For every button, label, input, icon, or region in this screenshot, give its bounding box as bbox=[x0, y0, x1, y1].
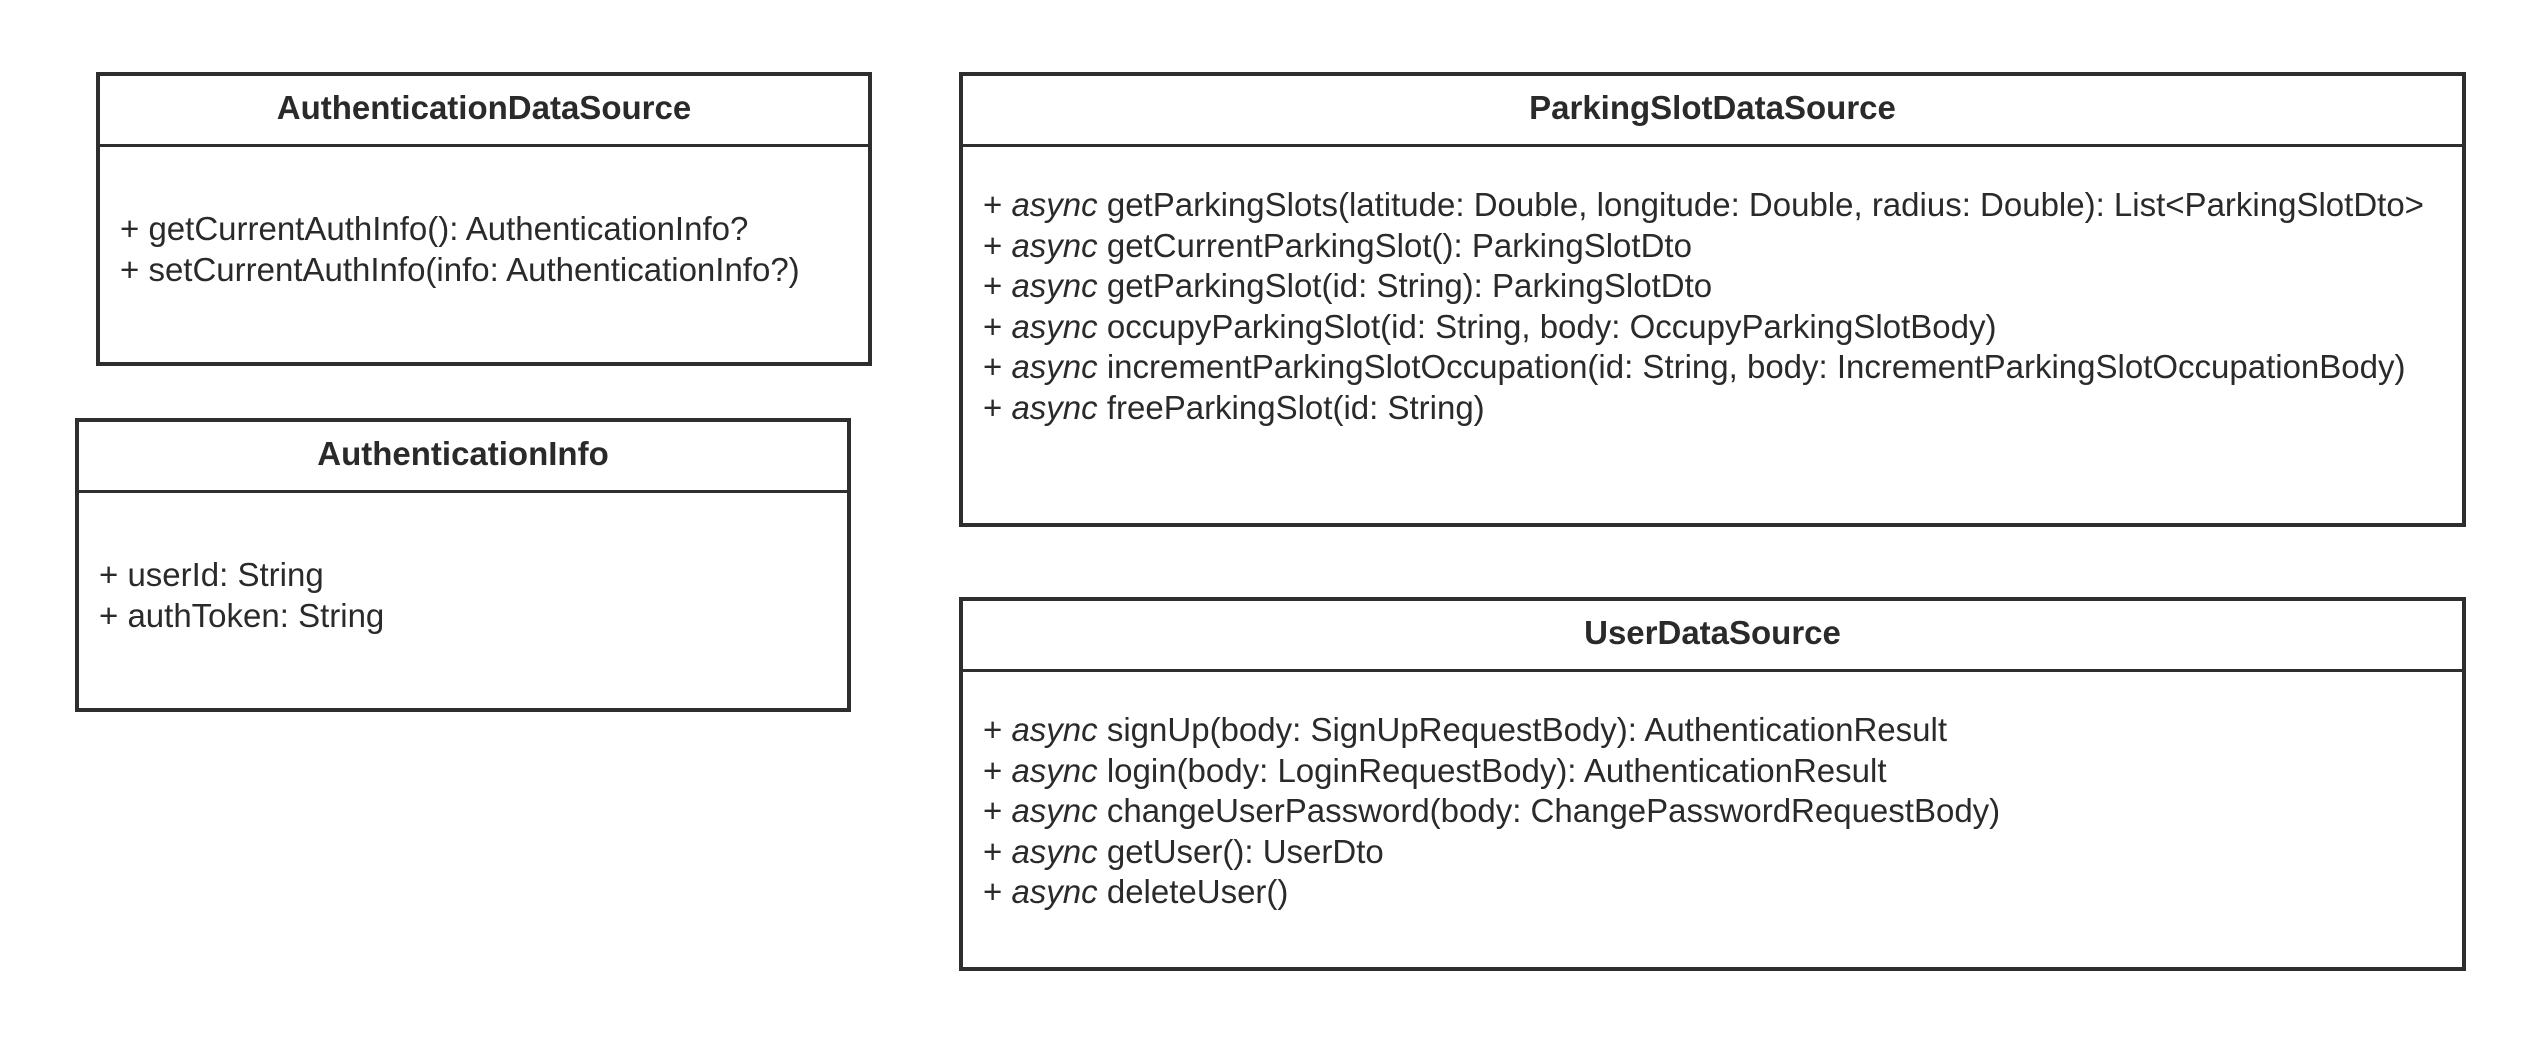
class-members bbox=[79, 493, 847, 636]
async-modifier: async bbox=[1011, 226, 1098, 264]
class-member bbox=[983, 266, 2452, 307]
class-member bbox=[983, 751, 2462, 792]
class-box-user-data-source bbox=[959, 597, 2466, 971]
async-modifier: async bbox=[1011, 873, 1098, 910]
member-signature: changeUserPassword(body: ChangePasswordRequestBody) bbox=[1097, 792, 2001, 829]
member-signature: getUser(): UserDto bbox=[1097, 832, 1384, 870]
member-signature: deleteUser() bbox=[1097, 873, 1289, 910]
class-name: AuthenticationInfo bbox=[79, 422, 847, 493]
class-members bbox=[100, 147, 868, 290]
visibility-prefix: + bbox=[983, 873, 1012, 910]
class-members bbox=[963, 672, 2462, 913]
class-members bbox=[963, 147, 2462, 428]
class-name: ParkingSlotDataSource bbox=[963, 76, 2462, 147]
class-member bbox=[983, 791, 2462, 832]
async-modifier: async bbox=[1011, 186, 1098, 223]
visibility-prefix: + bbox=[983, 388, 1012, 426]
class-member bbox=[983, 832, 2462, 873]
class-box-authentication-data-source bbox=[96, 72, 872, 366]
class-member bbox=[983, 388, 2452, 429]
member-signature: getParkingSlots(latitude: Double, longitude: Double, radius: Double): List<ParkingSlotDto> bbox=[1097, 186, 2424, 223]
member-signature: getParkingSlot(id: String): ParkingSlotDto bbox=[1097, 267, 1713, 304]
class-box-parking-slot-data-source bbox=[959, 72, 2466, 527]
class-member bbox=[983, 307, 2452, 348]
class-member bbox=[983, 710, 2462, 751]
async-modifier: async bbox=[1011, 792, 1098, 829]
visibility-prefix: + bbox=[983, 348, 1012, 385]
class-member: + userId: String bbox=[99, 556, 324, 593]
visibility-prefix: + bbox=[983, 226, 1012, 264]
visibility-prefix: + bbox=[983, 751, 1012, 789]
visibility-prefix: + bbox=[983, 186, 1012, 223]
member-signature: freeParkingSlot(id: String) bbox=[1097, 388, 1485, 426]
async-modifier: async bbox=[1011, 348, 1098, 385]
member-signature: getCurrentParkingSlot(): ParkingSlotDto bbox=[1097, 226, 1692, 264]
async-modifier: async bbox=[1011, 711, 1098, 748]
visibility-prefix: + bbox=[983, 792, 1012, 829]
class-member bbox=[983, 872, 2462, 913]
class-box-authentication-info bbox=[75, 418, 851, 712]
visibility-prefix: + bbox=[983, 832, 1012, 870]
class-member: + setCurrentAuthInfo(info: AuthenticationInfo?) bbox=[120, 250, 800, 288]
member-signature: login(body: LoginRequestBody): AuthenticationResult bbox=[1097, 751, 1887, 789]
class-member: + getCurrentAuthInfo(): AuthenticationInfo? bbox=[120, 210, 749, 247]
class-member bbox=[983, 226, 2452, 267]
async-modifier: async bbox=[1011, 307, 1098, 345]
member-signature: occupyParkingSlot(id: String, body: OccupyParkingSlotBody) bbox=[1097, 307, 1997, 345]
member-signature: incrementParkingSlotOccupation(id: String, body: IncrementParkingSlotOccupationBody) bbox=[1097, 348, 2406, 385]
class-member: + authToken: String bbox=[99, 596, 385, 634]
member-signature: signUp(body: SignUpRequestBody): AuthenticationResult bbox=[1097, 711, 1948, 748]
class-member bbox=[983, 185, 2452, 226]
class-name: UserDataSource bbox=[963, 601, 2462, 672]
async-modifier: async bbox=[1011, 751, 1098, 789]
async-modifier: async bbox=[1011, 832, 1098, 870]
async-modifier: async bbox=[1011, 388, 1098, 426]
visibility-prefix: + bbox=[983, 307, 1012, 345]
class-member bbox=[983, 347, 2452, 388]
async-modifier: async bbox=[1011, 267, 1098, 304]
visibility-prefix: + bbox=[983, 267, 1012, 304]
visibility-prefix: + bbox=[983, 711, 1012, 748]
class-name: AuthenticationDataSource bbox=[100, 76, 868, 147]
